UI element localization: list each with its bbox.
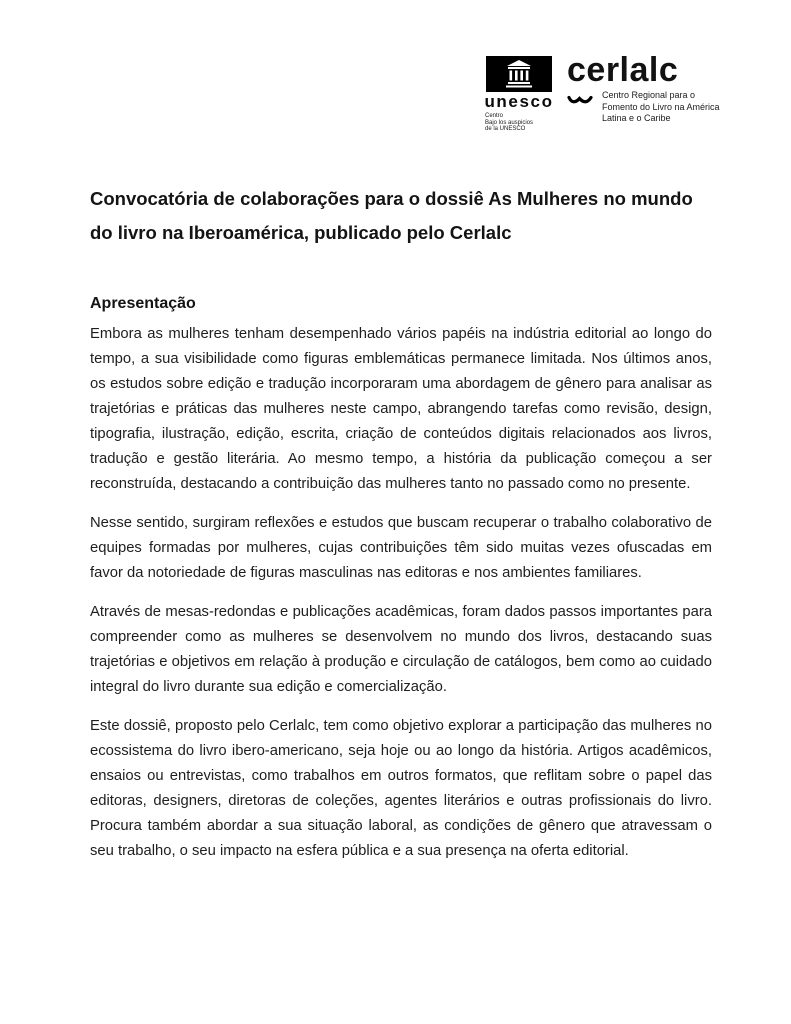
unesco-tagline-line: de la UNESCO [485, 126, 526, 132]
page-title [90, 182, 712, 250]
cerlalc-descriptor [602, 90, 720, 125]
page-title-line: Convocatória de colaborações para o dossiê As Mulheres no mundo [90, 188, 693, 209]
section-heading: Apresentação [90, 295, 196, 312]
paragraph-3: Através de mesas-redondas e publicações acadêmicas, foram dados passos importantes para compreender como as mulheres se desenvolvem no mundo dos livros, destacando suas trajetórias e objetivos em relação à produção e circulação de catálogos, bem como ao cuidado integral do livro durante sua edição e comercialização. [90, 604, 712, 695]
paragraph-4: Este dossiê, proposto pelo Cerlalc, tem como objetivo explorar a participação das mulheres no ecossistema do livro ibero-americano, seja hoje ou ao longo da história. Artigos acadêmicos, ensaios ou entrevistas, como trabalhos em outros formatos, que reflitam sobre o papel das editoras, designers, diretoras de coleções, agentes literários e outras profissionais do livro. Procura também abordar a sua situação laboral, as condições de gênero que atravessam o seu trabalho, o seu impacto na esfera pública e a sua presença na oferta editorial. [90, 718, 712, 859]
unesco-tagline [483, 113, 555, 133]
unesco-tagline-line: Bajo los auspicios [485, 119, 534, 126]
unesco-wordmark: unesco [484, 92, 554, 111]
open-book-bird-icon [567, 93, 593, 111]
paragraph-2: Nesse sentido, surgiram reflexões e estudos que buscam recuperar o trabalho colaborativo de equipes formadas por mulheres, cujas contribuições têm sido muitas vezes ofuscadas em favor da notoriedade de figuras masculinas nas editoras e nos ambientes familiares. [90, 515, 712, 581]
unesco-logo [483, 56, 555, 133]
cerlalc-descriptor-line: Latina e o Caribe [602, 113, 671, 123]
cerlalc-wordmark: cerlalc [567, 51, 679, 89]
unesco-temple-icon [486, 56, 552, 92]
header-logos [483, 51, 720, 133]
unesco-tagline-line: Centro [485, 113, 504, 119]
cerlalc-descriptor-line: Fomento do Livro na América [602, 101, 720, 112]
cerlalc-descriptor-line: Centro Regional para o [602, 90, 696, 100]
page-title-line: do livro na Iberoamérica, publicado pelo Cerlalc [90, 222, 512, 243]
paragraph-1: Embora as mulheres tenham desempenhado vários papéis na indústria editorial ao longo do tempo, a sua visibilidade como figuras emblemáticas permanece limitada. Nos últimos anos, os estudos sobre edição e tradução incorporaram uma abordagem de gênero para analisar as trajetórias e práticas das mulheres neste campo, abrangendo tarefas como revisão, design, tipografia, ilustração, edição, escrita, criação de conteúdos digitais relacionados aos livros, tradução e gestão literária. Ao mesmo tempo, a história da publicação começou a ser reconstruída, destacando a contribuição das mulheres tanto no passado como no presente. [90, 326, 712, 492]
document-body [90, 182, 712, 864]
cerlalc-sub-block [567, 90, 720, 125]
cerlalc-logo [567, 51, 720, 125]
